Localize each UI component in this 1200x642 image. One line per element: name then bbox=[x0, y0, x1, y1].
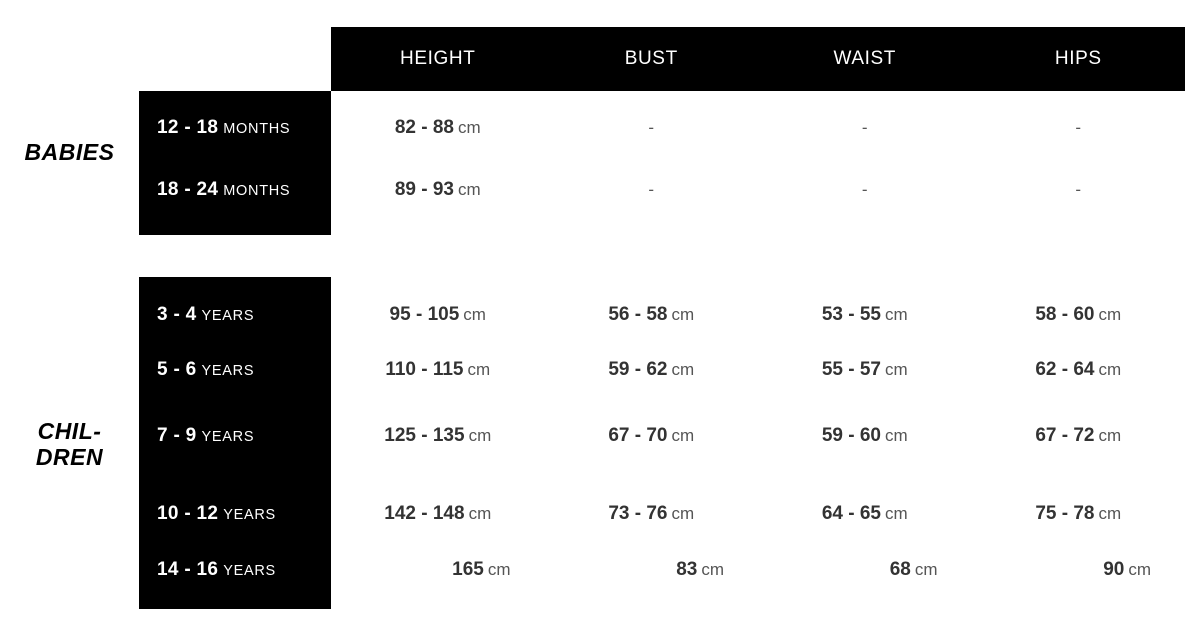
cell-waist: 55 - 57 cm bbox=[821, 359, 908, 380]
cell-waist: 53 - 55 cm bbox=[821, 304, 908, 325]
row-age-number: 12 - 18 bbox=[157, 117, 219, 138]
table-row bbox=[139, 483, 1185, 545]
cell-hips: 62 - 64 cm bbox=[1035, 359, 1122, 380]
row-age-unit: MONTHS bbox=[223, 183, 291, 199]
row-values bbox=[331, 425, 1185, 447]
cell-height: 89 - 93 cm bbox=[394, 179, 481, 200]
row-age-unit: MONTHS bbox=[223, 121, 291, 137]
row-values bbox=[331, 359, 1185, 381]
row-values bbox=[331, 304, 1185, 326]
cell-hips: - bbox=[1075, 180, 1082, 199]
cell-height: 82 - 88 cm bbox=[394, 117, 481, 138]
row-age-unit: YEARS bbox=[223, 563, 276, 579]
table-row bbox=[139, 159, 1185, 221]
row-age-unit: YEARS bbox=[223, 507, 276, 523]
row-age-number: 14 - 16 bbox=[157, 559, 219, 580]
row-values bbox=[331, 117, 1185, 139]
cell-hips: 67 - 72 cm bbox=[1035, 425, 1122, 446]
cell-bust: 56 - 58 cm bbox=[608, 304, 695, 325]
column-header-hips: HIPS bbox=[1054, 48, 1102, 69]
table-row bbox=[139, 539, 1185, 601]
cell-waist: 64 - 65 cm bbox=[821, 503, 908, 524]
row-age-number: 10 - 12 bbox=[157, 503, 219, 524]
row-age-number: 7 - 9 bbox=[157, 425, 197, 446]
cell-height: 95 - 105 cm bbox=[389, 304, 486, 325]
row-age-number: 18 - 24 bbox=[157, 179, 219, 200]
cell-bust: - bbox=[648, 118, 655, 137]
row-age-label bbox=[139, 503, 331, 525]
row-age-label bbox=[139, 559, 331, 581]
cell-bust: 67 - 70 cm bbox=[608, 425, 695, 446]
cell-height: 165 cm bbox=[452, 559, 511, 580]
cell-waist: 59 - 60 cm bbox=[821, 425, 908, 446]
group-name-babies: BABIES bbox=[24, 139, 115, 165]
cell-waist: 68 cm bbox=[889, 559, 938, 580]
row-age-label bbox=[139, 304, 331, 326]
cell-height: 110 - 115 cm bbox=[385, 359, 491, 380]
column-header-waist: WAIST bbox=[833, 48, 896, 69]
row-age-label bbox=[139, 359, 331, 381]
cell-hips: 90 cm bbox=[1103, 559, 1151, 580]
row-values bbox=[331, 503, 1185, 525]
column-header-bust: BUST bbox=[624, 48, 678, 69]
cell-bust: 59 - 62 cm bbox=[608, 359, 695, 380]
cell-waist: - bbox=[861, 118, 868, 137]
cell-hips: 75 - 78 cm bbox=[1035, 503, 1122, 524]
cell-hips: 58 - 60 cm bbox=[1035, 304, 1122, 325]
table-row bbox=[139, 97, 1185, 159]
table-row bbox=[139, 339, 1185, 401]
group-name-children-text: CHIL- DREN bbox=[35, 418, 104, 470]
cell-bust: - bbox=[648, 180, 655, 199]
cell-hips: - bbox=[1075, 118, 1082, 137]
row-age-unit: YEARS bbox=[201, 429, 255, 445]
table-row bbox=[139, 405, 1185, 467]
row-age-unit: YEARS bbox=[201, 308, 255, 324]
cell-waist: - bbox=[861, 180, 868, 199]
cell-bust: 73 - 76 cm bbox=[608, 503, 695, 524]
row-age-number: 3 - 4 bbox=[157, 304, 197, 325]
cell-bust: 83 cm bbox=[676, 559, 724, 580]
row-age-label bbox=[139, 117, 331, 139]
group-name-children bbox=[0, 419, 139, 471]
cell-height: 125 - 135 cm bbox=[384, 425, 492, 446]
row-age-unit: YEARS bbox=[201, 363, 255, 379]
cell-height: 142 - 148 cm bbox=[384, 503, 492, 524]
table-row bbox=[139, 284, 1185, 346]
row-values bbox=[331, 559, 1185, 581]
row-age-label bbox=[139, 425, 331, 447]
row-age-label bbox=[139, 179, 331, 201]
column-header-height: HEIGHT bbox=[400, 48, 476, 69]
table-header-row bbox=[331, 27, 1185, 91]
row-age-number: 5 - 6 bbox=[157, 359, 197, 380]
row-values bbox=[331, 179, 1185, 201]
